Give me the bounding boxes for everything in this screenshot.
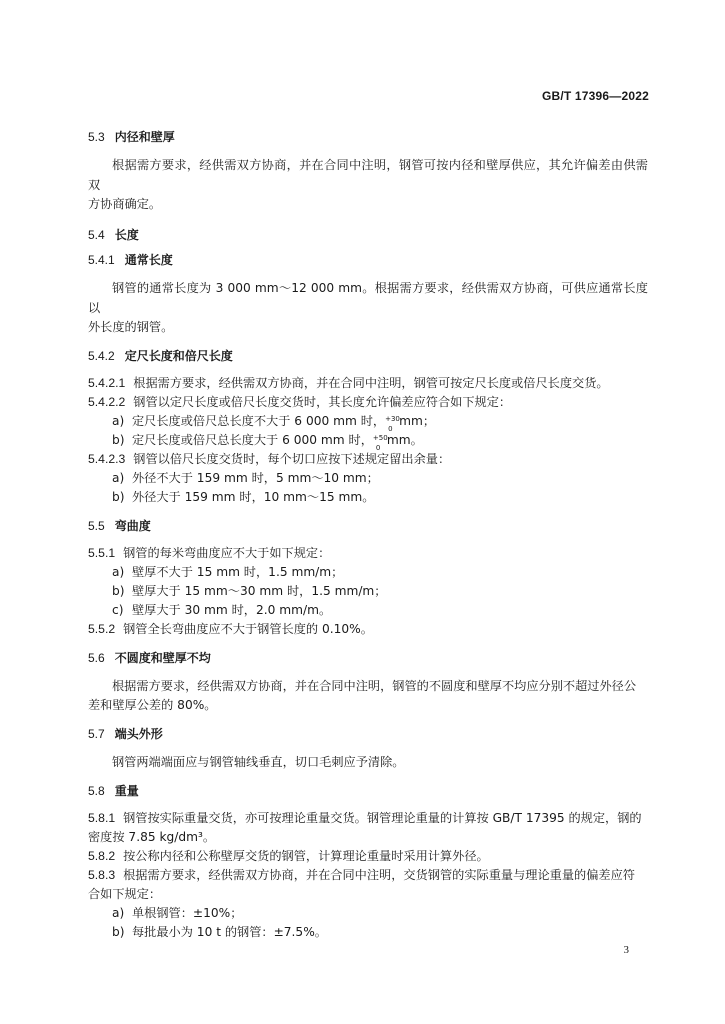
- tolerance-upper: +30: [385, 414, 400, 423]
- section-heading-5-6: [88, 649, 648, 668]
- list-marker: a): [112, 565, 125, 579]
- list-marker: a): [112, 414, 125, 428]
- section-heading-5-4: [88, 226, 648, 245]
- list-marker: a): [112, 906, 125, 920]
- tolerance: [385, 414, 400, 433]
- list-item: [88, 563, 648, 582]
- section-number: 5.4.2: [88, 349, 115, 363]
- paragraph: [88, 155, 648, 195]
- clause-5-5-1: [88, 544, 648, 563]
- clause-number: 5.8.1: [88, 811, 116, 825]
- tolerance-lower: 0: [375, 443, 381, 452]
- list-text: 单根钢管：±10%；: [132, 906, 243, 920]
- list-unit: mm；: [399, 414, 436, 428]
- paragraph: [88, 278, 648, 318]
- clause-text: 钢管以倍尺长度交货时，每个切口应按下述规定留出余量：: [133, 452, 451, 466]
- tolerance: [372, 433, 388, 452]
- section-number: 5.4: [88, 228, 105, 242]
- list-text: 外径不大于 159 mm 时，5 mm～10 mm；: [132, 471, 379, 485]
- section-heading-5-4-1: [88, 251, 648, 270]
- paragraph: [88, 676, 648, 696]
- section-title: 长度: [114, 228, 139, 242]
- list-item: [88, 469, 648, 488]
- clause-number: 5.4.2.2: [88, 395, 126, 409]
- section-title: 内径和壁厚: [114, 130, 175, 144]
- clause-5-4-2-1: [88, 374, 648, 393]
- clause-text: 钢管按实际重量交货，亦可按理论重量交货。钢管理论重量的计算按 GB/T 17395 的规定，钢的: [123, 811, 642, 825]
- section-title: 不圆度和壁厚不均: [114, 651, 211, 665]
- clause-number: 5.8.3: [88, 868, 116, 882]
- list-item: [88, 488, 648, 507]
- clause-number: 5.5.2: [88, 622, 116, 636]
- list-text: 壁厚大于 30 mm 时，2.0 mm/m。: [132, 603, 332, 617]
- list-item: [88, 601, 648, 620]
- clause-text: 按公称内径和公称壁厚交货的钢管，计算理论重量时采用计算外径。: [123, 849, 489, 863]
- list-item: [88, 412, 648, 431]
- section-heading-5-3: [88, 128, 648, 147]
- clause-text: 根据需方要求，经供需双方协商，并在合同中注明，钢管可按定尺长度或倍尺长度交货。: [133, 376, 609, 390]
- clause-continuation: 密度按 7.85 kg/dm³。: [88, 830, 216, 844]
- tolerance-upper: +50: [372, 433, 388, 442]
- section-heading-5-7: [88, 725, 648, 744]
- clause-number: 5.4.2.3: [88, 452, 126, 466]
- section-number: 5.8: [88, 784, 105, 798]
- standard-number: GB/T 17396—2022: [541, 89, 649, 103]
- list-item: [88, 904, 648, 923]
- list-text: 壁厚大于 15 mm～30 mm 时，1.5 mm/m；: [132, 584, 387, 598]
- section-title: 通常长度: [124, 253, 173, 267]
- list-item: [88, 582, 648, 601]
- paragraph-text: 根据需方要求，经供需双方协商，并在合同中注明，钢管可按内径和壁厚供应，其允许偏差由供需双: [88, 158, 648, 192]
- clause-5-4-2-3: [88, 450, 648, 469]
- clause-text: 根据需方要求，经供需双方协商，并在合同中注明，交货钢管的实际重量与理论重量的偏差应符: [123, 868, 635, 882]
- list-item: [88, 923, 648, 942]
- list-text: 定尺长度或倍尺总长度不大于 6 000 mm 时，: [132, 414, 386, 428]
- section-heading-5-8: [88, 782, 648, 801]
- section-number: 5.6: [88, 651, 105, 665]
- clause-5-8-3: [88, 866, 648, 885]
- list-item: [88, 431, 648, 450]
- section-number: 5.4.1: [88, 253, 115, 267]
- section-title: 定尺长度和倍尺长度: [124, 349, 233, 363]
- clause-5-8-1: [88, 809, 648, 828]
- list-marker: b): [112, 490, 125, 504]
- page-number: 3: [623, 944, 629, 956]
- list-text: 每批最小为 10 t 的钢管：±7.5%。: [132, 925, 327, 939]
- section-number: 5.5: [88, 519, 105, 533]
- paragraph-text: 钢管的通常长度为 3 000 mm～12 000 mm。根据需方要求，经供需双方协商，可供应通常长度以: [88, 281, 648, 315]
- section-heading-5-5: [88, 517, 648, 536]
- clause-number: 5.4.2.1: [88, 376, 126, 390]
- paragraph-text: 根据需方要求，经供需双方协商，并在合同中注明，钢管的不圆度和壁厚不均应分别不超过外径公: [112, 679, 637, 693]
- clause-number: 5.8.2: [88, 849, 116, 863]
- section-title: 弯曲度: [114, 519, 151, 533]
- list-unit: mm。: [386, 433, 423, 447]
- clause-text: 钢管的每米弯曲度应不大于如下规定：: [123, 546, 331, 560]
- list-marker: c): [112, 603, 124, 617]
- paragraph: [88, 752, 648, 772]
- tolerance-lower: 0: [388, 424, 393, 433]
- paragraph-text: 钢管两端端面应与钢管轴线垂直，切口毛刺应予清除。: [112, 755, 405, 769]
- section-title: 端头外形: [114, 727, 163, 741]
- paragraph-continuation: 外长度的钢管。: [88, 320, 174, 334]
- paragraph-continuation: 方协商确定。: [88, 197, 162, 211]
- list-text: 外径大于 159 mm 时，10 mm～15 mm。: [132, 490, 375, 504]
- list-marker: a): [112, 471, 125, 485]
- clause-text: 钢管以定尺长度或倍尺长度交货时，其长度允许偏差应符合如下规定：: [133, 395, 512, 409]
- clause-number: 5.5.1: [88, 546, 116, 560]
- paragraph-continuation: 差和壁厚公差的 80%。: [88, 698, 217, 712]
- clause-5-4-2-2: [88, 393, 648, 412]
- clause-text: 钢管全长弯曲度应不大于钢管长度的 0.10%。: [123, 622, 373, 636]
- list-marker: b): [112, 584, 125, 598]
- list-text: 定尺长度或倍尺总长度大于 6 000 mm 时，: [132, 433, 373, 447]
- list-marker: b): [112, 925, 125, 939]
- section-number: 5.3: [88, 130, 105, 144]
- clause-5-5-2: [88, 620, 648, 639]
- section-title: 重量: [114, 784, 139, 798]
- clause-continuation: 合如下规定：: [88, 887, 162, 901]
- list-text: 壁厚不大于 15 mm 时，1.5 mm/m；: [132, 565, 344, 579]
- page-content: [88, 128, 648, 942]
- list-marker: b): [112, 433, 125, 447]
- section-heading-5-4-2: [88, 347, 648, 366]
- clause-5-8-2: [88, 847, 648, 866]
- section-number: 5.7: [88, 727, 105, 741]
